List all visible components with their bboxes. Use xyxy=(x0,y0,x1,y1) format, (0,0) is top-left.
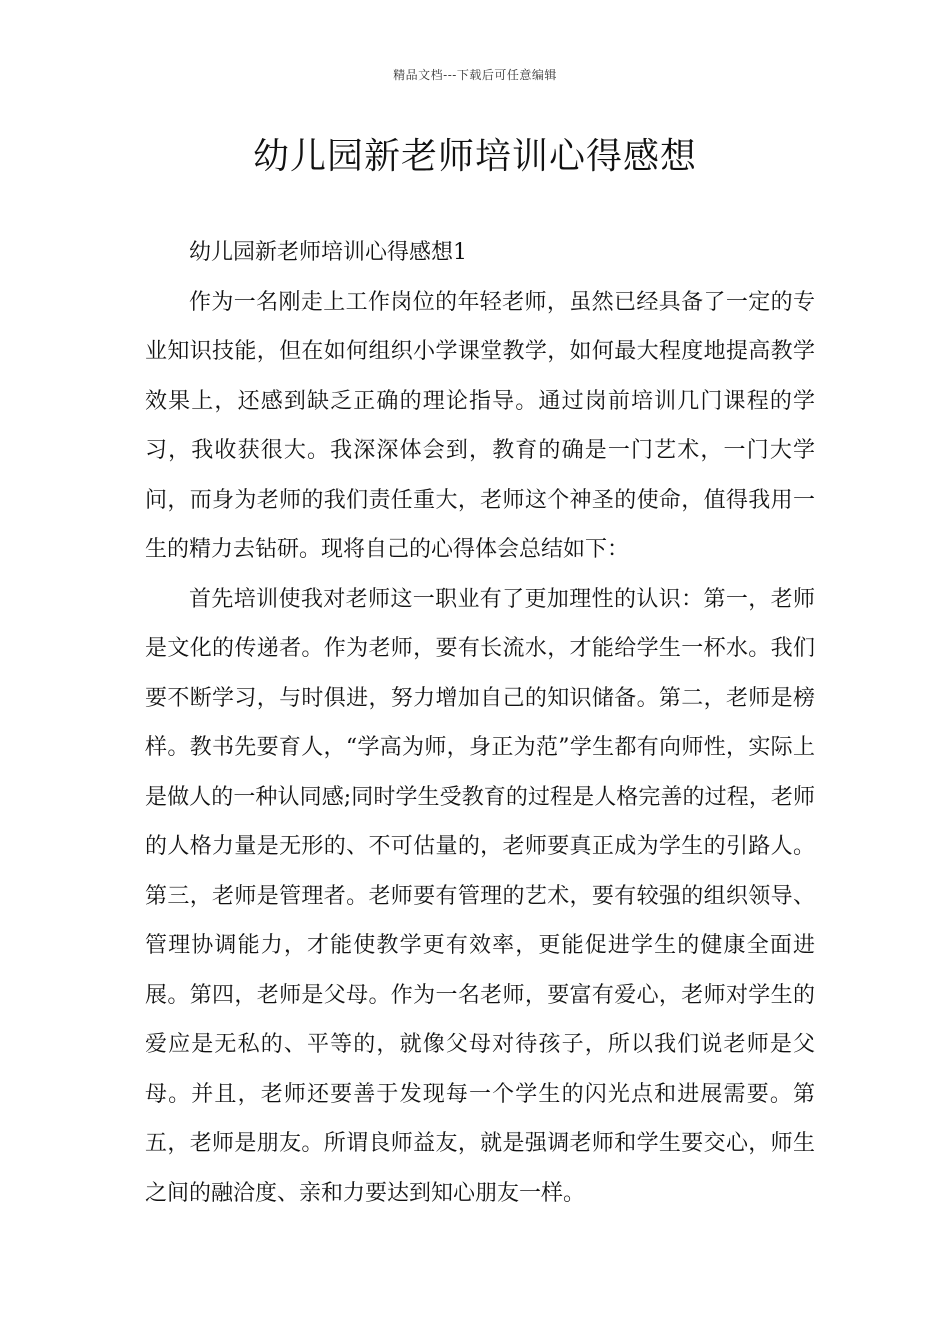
paragraph-2: 首先培训使我对老师这一职业有了更加理性的认识：第一，老师是文化的传递者。作为老师，要有长流水，才能给学生一杯水。我们要不断学习，与时俱进，努力增加自己的知识储备。第二，老师是榜样。教书先要育人，“学高为师，身正为范”学生都有向师性，实际上是做人的一种认同感;同时学生受教育的过程是人格完善的过程，老师的人格力量是无形的、不可估量的，老师要真正成为学生的引路人。第三，老师是管理者。老师要有管理的艺术，要有较强的组织领导、管理协调能力，才能使教学更有效率，更能促进学生的健康全面进展。第四，老师是父母。作为一名老师，要富有爱心，老师对学生的爱应是无私的、平等的，就像父母对待孩子，所以我们说老师是父母。并且，老师还要善于发现每一个学生的闪光点和进展需要。第五，老师是朋友。所谓良师益友，就是强调老师和学生要交心，师生之间的融洽度、亲和力要达到知心朋友一样。 xyxy=(145,586,815,1206)
section-subtitle: 幼儿园新老师培训心得感想1 xyxy=(189,240,467,265)
document-body xyxy=(145,228,815,1218)
header-note: 精品文档---下载后可任意编辑 xyxy=(393,68,557,82)
document-title: 幼儿园新老师培训心得感想 xyxy=(252,136,697,177)
paragraph-1: 作为一名刚走上工作岗位的年轻老师，虽然已经具备了一定的专业知识技能，但在如何组织小学课堂教学，如何最大程度地提高教学效果上，还感到缺乏正确的理论指导。通过岗前培训几门课程的学习，我收获很大。我深深体会到，教育的确是一门艺术，一门大学问，而身为老师的我们责任重大，老师这个神圣的使命，值得我用一生的精力去钻研。现将自己的心得体会总结如下： xyxy=(145,289,815,562)
